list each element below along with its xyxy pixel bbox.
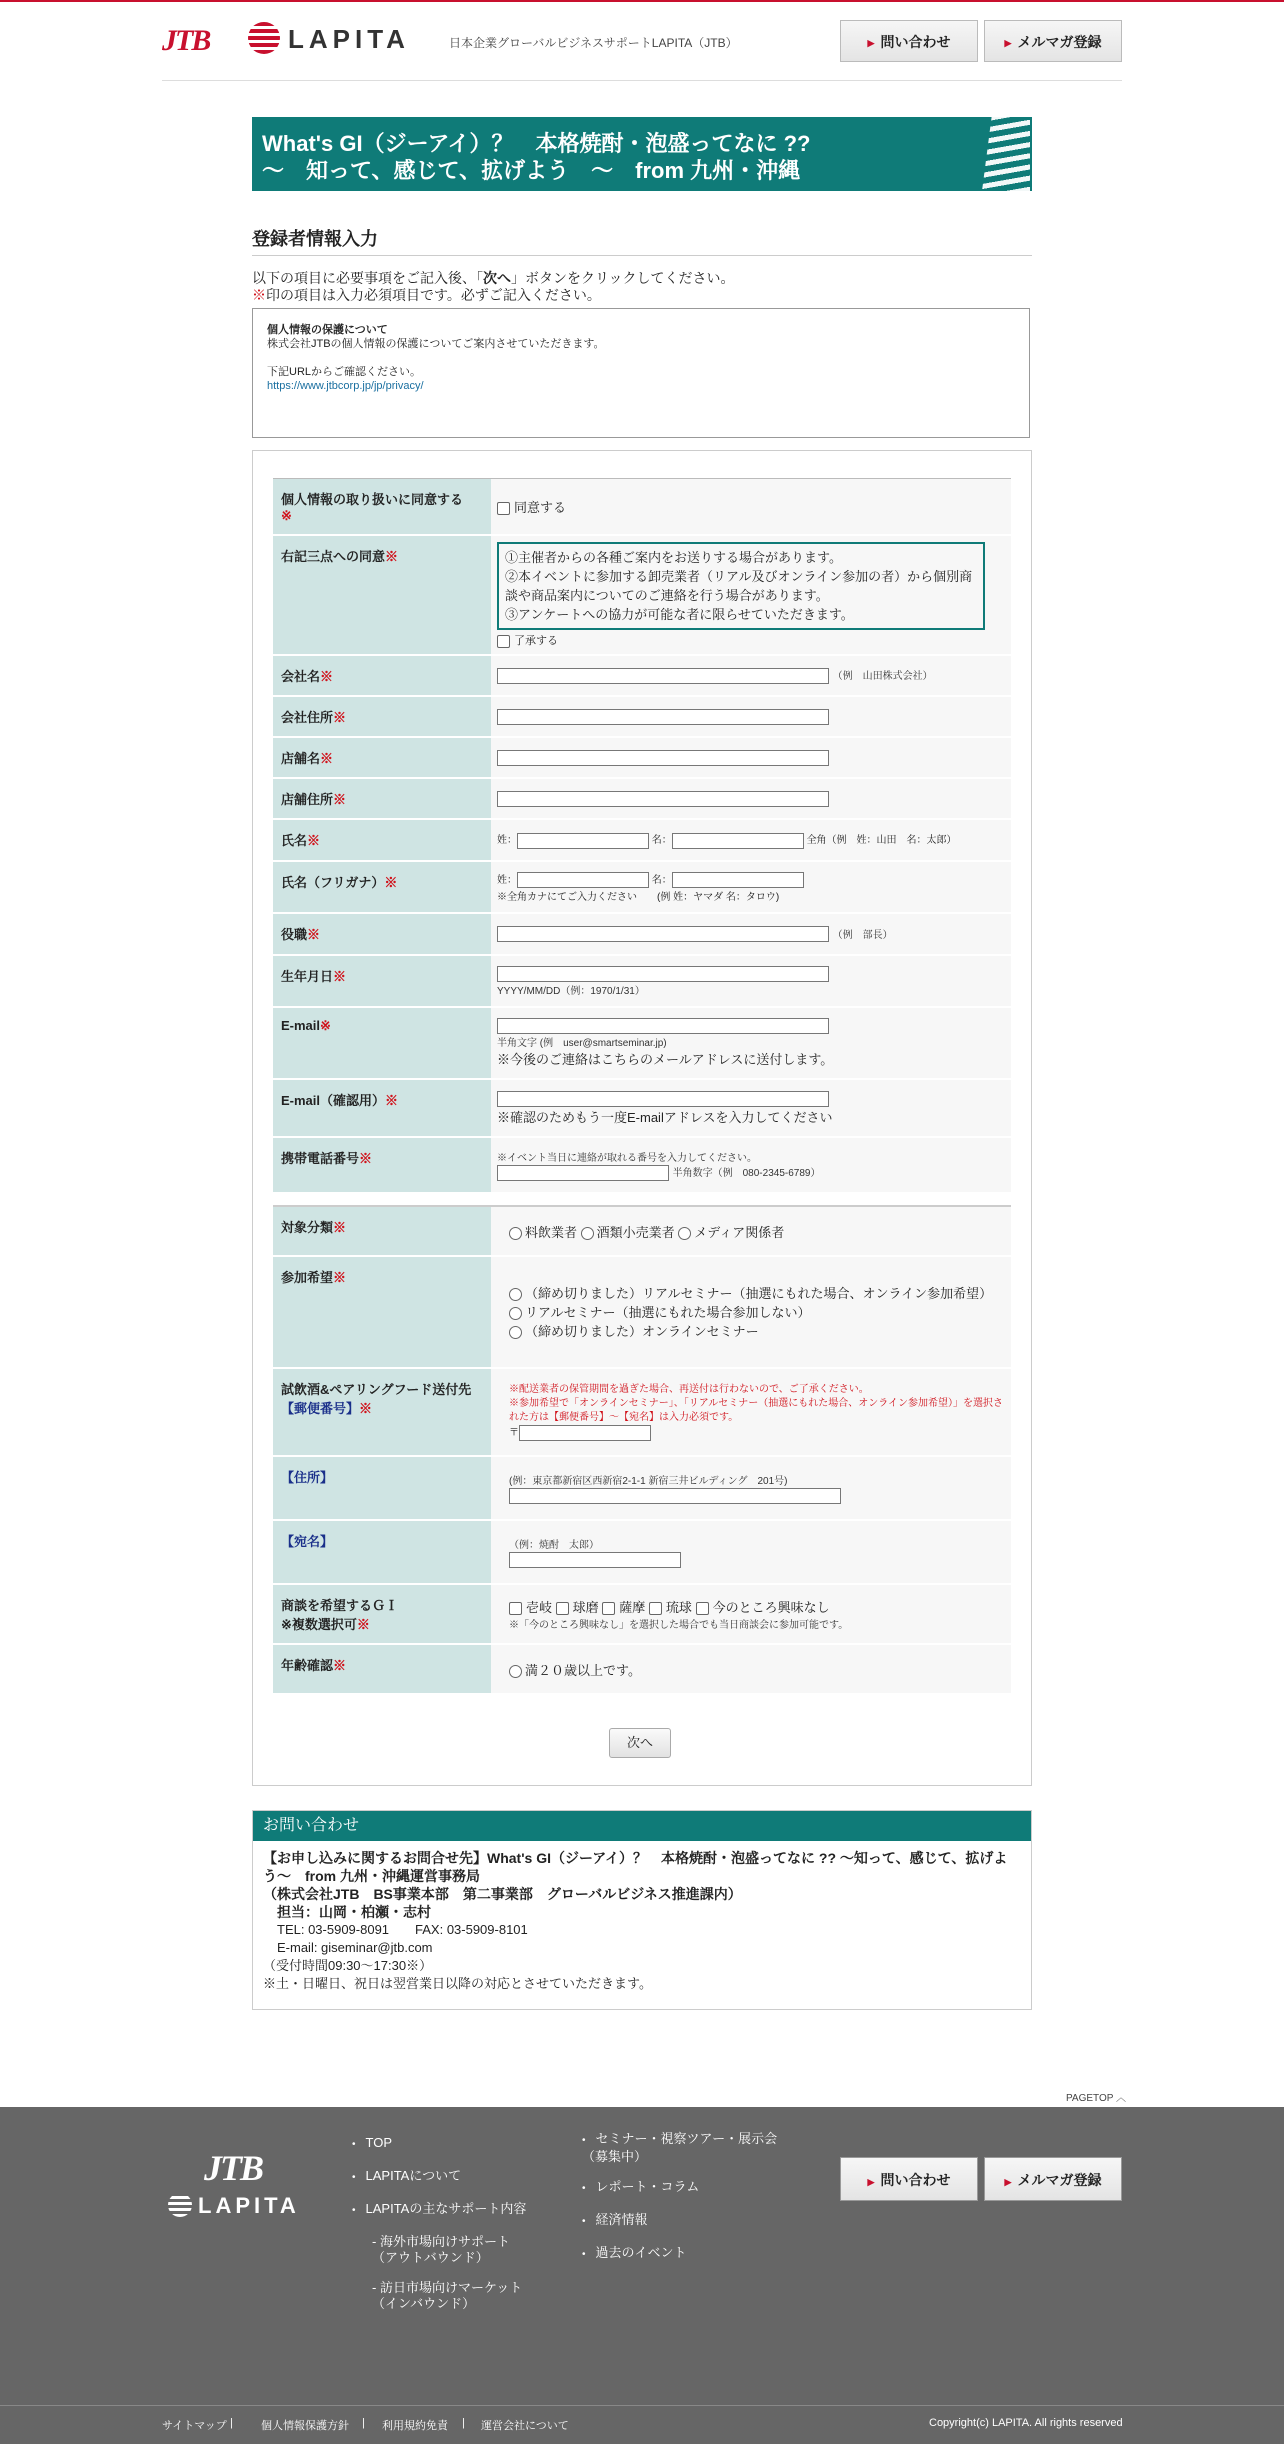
- header-contact-button[interactable]: ▶ 問い合わせ: [840, 20, 978, 62]
- email-confirm-input[interactable]: [497, 1091, 829, 1107]
- category-radio-media[interactable]: [678, 1227, 691, 1240]
- footer-link-company[interactable]: 運営会社について: [481, 2420, 569, 2432]
- email-label: E-mail※: [273, 1007, 491, 1079]
- birthdate-input[interactable]: [497, 966, 829, 982]
- footer-lapita-logo[interactable]: LAPITA: [198, 2193, 300, 2218]
- third-party-label: 右記三点への同意※: [273, 535, 491, 655]
- contact-heading: お問い合わせ: [253, 1811, 1031, 1841]
- store-address-label: 店舗住所※: [273, 778, 491, 819]
- header-tagline: 日本企業グローバルビジネスサポートLAPITA（JTB）: [449, 36, 738, 50]
- footer-link-terms[interactable]: 利用規約免責: [382, 2420, 448, 2432]
- footer-link-inbound[interactable]: - 訪日市場向けマーケット （インバウンド）: [372, 2280, 523, 2311]
- ship-address-input[interactable]: [509, 1488, 841, 1504]
- triangle-right-icon: ▶: [1004, 2177, 1012, 2187]
- footer-link-report[interactable]: • レポート・コラム: [582, 2179, 777, 2197]
- form-table-event: 対象分類※ 料飲業者 酒類小売業者 メディア関係者 参加希望※ （締め切りました）リアルセミナー（抽選にもれた場合、オンライン参加希望） リアルセミナー（抽選にもれた場合参加しない） （締め切りました）オンラインセミナー 試飲酒&ペアリングフード送付先 【郵便番号】※ ※配送業者の保管期間を過ぎた場合、再送付は行わないので、ご了承ください。 ※参加希望で「オンラインセミナー」、「リアルセミナー（抽選にもれた場合、オンライン参加希望）」を選択された方は【郵便番号】～【宛名】は入力必須です。 〒 【住所】 (例：東京都新宿区西新宿2-1-1 新宿三井ビルディング 201号) 【宛名】 （例：焼酎 太郎） 商談を希望するＧＩ ※複数選択可※ 壱岐 球磨 薩摩 琉球 今のところ興味なし ※「今のところ興味なし」を選択した場合でも当日商談会に参加可能です。 年齢確認※ 満２０歳以上です。: [273, 1205, 1011, 1695]
- participation-radio-real-online[interactable]: [509, 1288, 522, 1301]
- age-radio[interactable]: [509, 1665, 522, 1678]
- gi-label: 商談を希望するＧＩ ※複数選択可※: [273, 1584, 491, 1644]
- position-label: 役職※: [273, 913, 491, 955]
- site-header: [162, 2, 1122, 81]
- company-address-label: 会社住所※: [273, 696, 491, 737]
- gi-checkbox-iki[interactable]: [509, 1602, 522, 1615]
- gi-checkbox-kuma[interactable]: [556, 1602, 569, 1615]
- company-label: 会社名※: [273, 655, 491, 696]
- footer-nav-col2: [582, 2131, 777, 2263]
- footer-divider: [0, 2405, 1284, 2406]
- page-title: 登録者情報入力: [252, 225, 1032, 256]
- contact-body: 【お申し込みに関するお問合せ先】What's GI（ジーアイ）？ 本格焼酎・泡盛ってなに ?? ～知って、感じて、拡げよう～ from 九州・沖縄運営事務局 （株式会社JTB BS事業本部 第二事業部 グローバルビジネス推進課内） 担当：山岡・柏瀬・志村 TEL: 03-5909-8091 FAX: 03-5909-8101 E-mail: giseminar@jtb.com （受付時間09:30～17:30※） ※土・日曜日、祝日は翌営業日以降の対応とさせていただきます。: [263, 1850, 1008, 1991]
- mobile-label: 携帯電話番号※: [273, 1137, 491, 1193]
- banner-line1: What's GI（ジーアイ）？ 本格焼酎・泡盛ってなに ??: [262, 131, 811, 156]
- footer-link-privacy[interactable]: 個人情報保護方針: [261, 2420, 349, 2432]
- age-label: 年齢確認※: [273, 1644, 491, 1694]
- banner-stripes-decoration: [982, 117, 1030, 191]
- shipping-label: 試飲酒&ペアリングフード送付先 【郵便番号】※: [273, 1368, 491, 1456]
- footer-link-about[interactable]: • LAPITAについて: [352, 2160, 526, 2193]
- privacy-notice: 個人情報の保護について 株式会社JTBの個人情報の保護についてご案内させていただきます。 下記URLからご確認ください。 https://www.jtbcorp.jp/jp/privacy/: [252, 308, 1030, 438]
- gi-checkbox-ryukyu[interactable]: [649, 1602, 662, 1615]
- copyright: Copyright(c) LAPITA. All rights reserved: [929, 2417, 1123, 2429]
- privacy-policy-link[interactable]: https://www.jtbcorp.jp/jp/privacy/: [267, 380, 424, 392]
- participation-label: 参加希望※: [273, 1256, 491, 1368]
- gi-checkbox-satsuma[interactable]: [602, 1602, 615, 1615]
- recipient-input[interactable]: [509, 1552, 681, 1568]
- footer-sep: |: [230, 2417, 233, 2429]
- next-button[interactable]: 次へ: [609, 1728, 671, 1758]
- kana-label: 氏名（フリガナ）※: [273, 861, 491, 913]
- consent-checkbox[interactable]: [497, 502, 510, 515]
- first-name-input[interactable]: [672, 833, 804, 849]
- form-table-personal: 個人情報の取り扱いに同意する ※ 同意する 右記三点への同意※ ①主催者からの各種ご案内をお送りする場合があります。 ②本イベントに参加する卸売業者（リアル及びオンライン参加の者）から個別商談や商品案内についてのご連絡を行う場合があります。 ③アンケートへの協力が可能な者に限らせていただきます。 了承する 会社名※ （例 山田株式会社） 会社住所※ 店舗名※ 店舗住所※ 氏名※ 姓： 名： 全角（例 姓：山田 名：太郎） 氏名（フリガナ）※ 姓： 名： ※全角カナにてご入力ください (例 姓：ヤマダ 名：タロウ) 役職※ （例 部長） 生年月日※ YYYY/MM/DD（例：1970/1/31） E-mail※ 半角文字 (例 user@smartseminar.jp) ※今後のご連絡はこちらのメールアドレスに送付します。 E-mail（確認用）※ ※確認のためもう一度E-mailアドレスを入力してください 携帯電話番号※ ※イベント当日に連絡が取れる番号を入力してください。 半角数字（例 080-2345-6789）: [273, 478, 1011, 1194]
- email-confirm-label: E-mail（確認用）※: [273, 1079, 491, 1137]
- triangle-right-icon: ▶: [867, 38, 875, 49]
- footer-newsletter-button[interactable]: ▶ メルマガ登録: [984, 2157, 1122, 2201]
- footer-contact-button[interactable]: ▶ 問い合わせ: [840, 2157, 978, 2201]
- event-banner: [252, 117, 1032, 191]
- mobile-input[interactable]: [497, 1165, 669, 1181]
- recipient-label: 【宛名】: [273, 1520, 491, 1584]
- triangle-right-icon: ▶: [1004, 38, 1012, 49]
- participation-radio-online[interactable]: [509, 1326, 522, 1339]
- participation-radio-real-only[interactable]: [509, 1307, 522, 1320]
- lapita-logo-icon: [248, 22, 280, 54]
- footer-jtb-logo[interactable]: JTB: [204, 2148, 263, 2188]
- footer-link-support[interactable]: • LAPITAの主なサポート内容: [352, 2193, 526, 2226]
- store-name-input[interactable]: [497, 750, 829, 766]
- footer-sep: |: [362, 2417, 365, 2429]
- gi-checkbox-none[interactable]: [696, 1602, 709, 1615]
- pagetop-link[interactable]: PAGETOP ︿: [1066, 2093, 1127, 2104]
- birthdate-label: 生年月日※: [273, 955, 491, 1007]
- store-address-input[interactable]: [497, 791, 829, 807]
- footer-link-seminar[interactable]: • セミナー・視察ツアー・展示会 （募集中）: [582, 2131, 777, 2165]
- third-party-terms-box: ①主催者からの各種ご案内をお送りする場合があります。 ②本イベントに参加する卸売業者（リアル及びオンライン参加の者）から個別商談や商品案内についてのご連絡を行う場合があります。 ③アンケートへの協力が可能な者に限らせていただきます。: [497, 542, 985, 630]
- consent-label: 個人情報の取り扱いに同意する ※: [273, 479, 491, 536]
- banner-line2: ～ 知って、感じて、拡げよう ～ from 九州・沖縄: [262, 158, 801, 183]
- position-input[interactable]: [497, 926, 829, 942]
- zip-input[interactable]: [519, 1425, 651, 1441]
- ship-address-label: 【住所】: [273, 1456, 491, 1520]
- footer-link-past-events[interactable]: • 過去のイベント: [582, 2245, 777, 2263]
- company-address-input[interactable]: [497, 709, 829, 725]
- store-label: 店舗名※: [273, 737, 491, 778]
- footer-link-top[interactable]: • TOP: [352, 2127, 526, 2160]
- footer-link-sitemap[interactable]: サイトマップ: [162, 2420, 227, 2432]
- name-label: 氏名※: [273, 819, 491, 861]
- company-input[interactable]: [497, 668, 829, 684]
- contact-box: [252, 1810, 1032, 2010]
- header-newsletter-button[interactable]: ▶ メルマガ登録: [984, 20, 1122, 62]
- footer-sep: |: [462, 2417, 465, 2429]
- last-name-kana-input[interactable]: [517, 872, 649, 888]
- category-label: 対象分類※: [273, 1206, 491, 1256]
- lapita-logo[interactable]: LAPITA: [288, 24, 410, 54]
- footer-nav-col1: [352, 2127, 526, 2326]
- triangle-right-icon: ▶: [867, 2177, 875, 2187]
- jtb-logo[interactable]: JTB: [162, 24, 210, 57]
- email-input[interactable]: [497, 1018, 829, 1034]
- first-name-kana-input[interactable]: [672, 872, 804, 888]
- category-radio-retailer[interactable]: [581, 1227, 594, 1240]
- footer-lapita-icon: [168, 2193, 192, 2217]
- third-party-checkbox[interactable]: [497, 635, 510, 648]
- category-radio-restaurant[interactable]: [509, 1227, 522, 1240]
- footer-link-economy[interactable]: • 経済情報: [582, 2212, 777, 2230]
- footer-link-outbound[interactable]: - 海外市場向けサポート （アウトバウンド）: [372, 2234, 510, 2265]
- intro-text: 以下の項目に必要事項をご記入後、「次へ」ボタンをクリックしてください。 ※印の項目は入力必須項目です。必ずご記入ください。: [252, 270, 735, 303]
- last-name-input[interactable]: [517, 833, 649, 849]
